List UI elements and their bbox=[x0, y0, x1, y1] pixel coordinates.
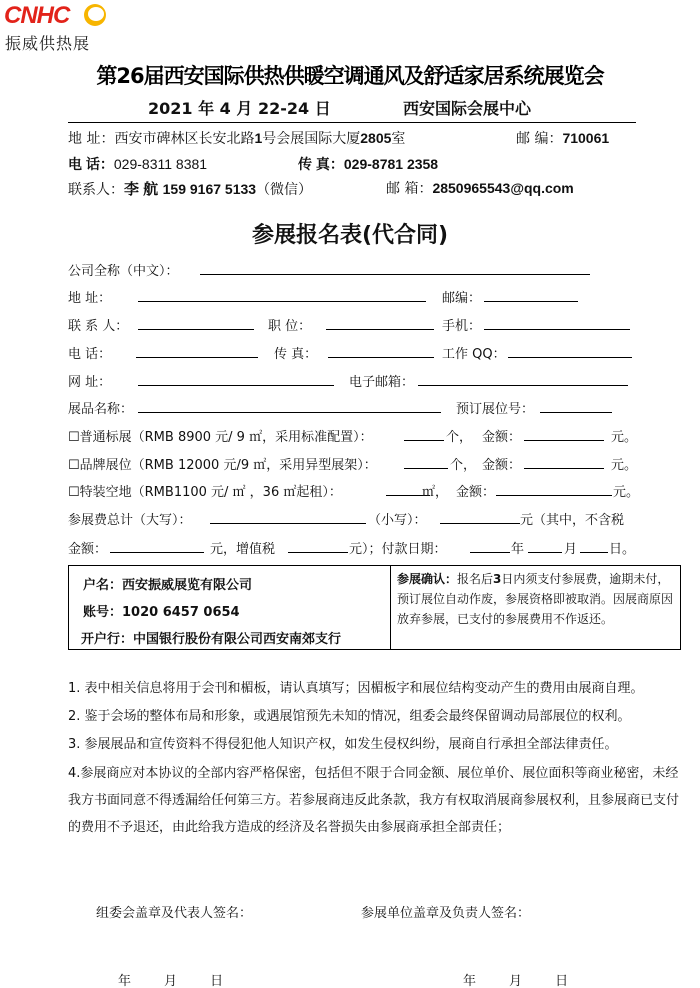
zip-value: 710061 bbox=[562, 130, 610, 146]
amount-label-2: 金额： bbox=[482, 458, 522, 473]
total-lower-field[interactable] bbox=[440, 509, 520, 524]
yuan-3: 元。 bbox=[613, 485, 640, 500]
qq-label: 工作 QQ： bbox=[442, 347, 506, 362]
note-1: 1. 表中相关信息将用于会刊和楣板，请认真填写；因楣板字和展位结构变动产生的费用由展商自理。 bbox=[68, 681, 644, 696]
fax-value: 029-8781 2358 bbox=[343, 156, 439, 172]
email-value: 2850965543@qq.com bbox=[432, 180, 574, 196]
booth-no-label: 预订展位号： bbox=[456, 402, 535, 417]
organizer-date: 年 月 日 bbox=[118, 974, 224, 988]
box-divider bbox=[390, 566, 391, 649]
confirm-text-b: 日内须支付参展费，逾期未付，预订展位自动作废，参展资格即被取消。因展商原因放弃参展，已支付的参展费用不作返还。 bbox=[397, 572, 674, 626]
pay-year-field[interactable] bbox=[470, 538, 510, 553]
contact-address-line bbox=[68, 128, 405, 148]
unit-ge-1: 个， bbox=[446, 430, 473, 445]
mobile-label: 手机： bbox=[442, 319, 482, 334]
account-bank: 开户行：中国银行股份有限公司西安南郊支行 bbox=[81, 632, 342, 647]
contact-field[interactable] bbox=[138, 315, 254, 330]
company-field[interactable] bbox=[200, 260, 590, 275]
confirm-text-a: 报名后 bbox=[457, 572, 494, 586]
email-field[interactable] bbox=[418, 371, 628, 386]
company-label: 公司全称（中文）： bbox=[68, 264, 179, 279]
note-3: 3. 参展展品和宣传资料不得侵犯他人知识产权，如发生侵权纠纷，展商自行承担全部法律责任。 bbox=[68, 737, 618, 752]
unit-ge-2: 个， bbox=[450, 458, 477, 473]
option-standard-row bbox=[68, 426, 668, 446]
option-brand-row bbox=[68, 454, 668, 474]
mobile-field[interactable] bbox=[484, 315, 630, 330]
amount-label-1: 金额： bbox=[482, 430, 522, 445]
standard-count-field[interactable] bbox=[404, 426, 444, 441]
account-name: 户名：西安振威展览有限公司 bbox=[83, 578, 253, 593]
address-room: 2805 bbox=[360, 130, 392, 146]
address-text: 西安市碑林区长安北路 bbox=[114, 131, 255, 147]
option-brand-label[interactable]: ☐品牌展位（RMB 12000 元/9 ㎡，采用异型展架）： bbox=[68, 458, 377, 473]
brand-count-field[interactable] bbox=[404, 454, 448, 469]
exhibition-venue: 西安国际会展中心 bbox=[403, 99, 532, 118]
phone-field[interactable] bbox=[136, 343, 258, 358]
booth-no-field[interactable] bbox=[540, 398, 612, 413]
address-field[interactable] bbox=[138, 287, 426, 302]
position-label: 职 位： bbox=[268, 319, 312, 334]
total-label: 参展费总计（大写）： bbox=[68, 513, 192, 528]
vat-field[interactable] bbox=[288, 538, 348, 553]
pay-date-label: 元）；付款日期： bbox=[349, 542, 447, 557]
option-standard-label[interactable]: ☐普通标展（RMB 8900 元/ 9 ㎡，采用标准配置）： bbox=[68, 430, 373, 445]
confirm-title: 参展确认： bbox=[397, 572, 458, 586]
form-email-label: 电子邮箱： bbox=[349, 375, 415, 390]
pay-day-field[interactable] bbox=[580, 538, 608, 553]
phone-value: 029-8311 8381 bbox=[113, 156, 208, 172]
vat-label: 元，增值税 bbox=[210, 542, 276, 557]
exhibition-title: 第26届西安国际供热供暖空调通风及舒适家居系统展览会 bbox=[96, 64, 604, 88]
exhibits-label: 展品名称： bbox=[68, 402, 134, 417]
company-row bbox=[68, 260, 668, 280]
exhibitor-signature: 参展单位盖章及负责人签名： bbox=[361, 906, 531, 921]
cnhc-logo bbox=[4, 2, 114, 52]
contact-person-line bbox=[68, 178, 312, 199]
zip-label: 邮 编： bbox=[516, 131, 563, 147]
exhibitor-date: 年 月 日 bbox=[463, 974, 569, 988]
form-zip-label: 邮编： bbox=[442, 291, 482, 306]
account-number: 账号：1020 6457 0654 bbox=[83, 605, 240, 620]
contact-row bbox=[68, 315, 668, 335]
yuan-1: 元。 bbox=[611, 430, 638, 445]
person-wechat: （微信） bbox=[256, 182, 313, 198]
total-small-label: （小写）： bbox=[368, 513, 427, 528]
zip-field[interactable] bbox=[484, 287, 578, 302]
position-field[interactable] bbox=[326, 315, 434, 330]
pay-day-label: 日。 bbox=[609, 542, 636, 557]
person-name: 李 航 bbox=[124, 181, 159, 198]
net-amount-field[interactable] bbox=[110, 538, 204, 553]
contact-fax-line bbox=[298, 154, 438, 174]
pay-year-label: 年 bbox=[511, 542, 525, 557]
qq-field[interactable] bbox=[508, 343, 632, 358]
address-row bbox=[68, 287, 668, 307]
note-2: 2. 鉴于会场的整体布局和形象，或遇展馆预先未知的情况，组委会最终保留调动局部展位的权利。 bbox=[68, 709, 631, 724]
amount-label-3: 金额： bbox=[456, 485, 496, 500]
person-label: 联系人： bbox=[68, 182, 124, 198]
net-amount-label: 金额： bbox=[68, 542, 108, 557]
confirm-days: 3 bbox=[493, 572, 502, 586]
brand-amount-field[interactable] bbox=[524, 454, 604, 469]
exhibits-field[interactable] bbox=[138, 398, 441, 413]
website-label: 网 址： bbox=[68, 375, 112, 390]
option-space-label[interactable]: ☐特装空地（RMB1100 元/ ㎡ ，36 ㎡起租）： bbox=[68, 485, 342, 500]
total-upper-field[interactable] bbox=[210, 509, 366, 524]
exhibits-row bbox=[68, 398, 668, 418]
fax-field[interactable] bbox=[328, 343, 434, 358]
form-contact-label: 联 系 人： bbox=[68, 319, 129, 334]
unit-sqm: ㎡， bbox=[422, 485, 449, 500]
pay-month-label: 月 bbox=[564, 542, 578, 557]
standard-amount-field[interactable] bbox=[524, 426, 604, 441]
header-divider bbox=[68, 122, 636, 123]
exhibition-date: 2021 年 4 月 22-24 日 bbox=[148, 99, 331, 118]
website-row bbox=[68, 371, 668, 391]
contact-email-line bbox=[386, 178, 574, 198]
logo-globe-icon bbox=[84, 4, 106, 26]
contact-zip bbox=[516, 128, 609, 148]
contact-phone-line bbox=[68, 154, 207, 174]
tax-row bbox=[68, 538, 668, 558]
phone-label: 电 话： bbox=[68, 156, 114, 172]
form-title: 参展报名表(代合同) bbox=[251, 223, 449, 248]
person-phone: 159 9167 5133 bbox=[162, 181, 257, 197]
confirm-notice bbox=[397, 569, 677, 629]
address-room-suffix: 室 bbox=[391, 131, 406, 147]
form-address-label: 地 址： bbox=[68, 291, 112, 306]
account-box bbox=[68, 565, 681, 650]
note-4: 4.参展商应对本协议的全部内容严格保密，包括但不限于合同金额、展位单价、展位面积等商业秘密，未经我方书面同意不得透漏给任何第三方。若参展商违反此条款，我方有权取消展商参展权利，且参展商已支付的费用不予退还，由此给我方造成的经济及名誉损失由参展商承担全部责任； bbox=[68, 766, 680, 835]
space-amount-field[interactable] bbox=[496, 481, 612, 496]
logo-brand: CNHC bbox=[4, 2, 70, 29]
phone-row bbox=[68, 343, 668, 363]
address-label: 地 址： bbox=[68, 131, 115, 147]
email-label: 邮 箱： bbox=[386, 181, 433, 197]
address-cont: 号会展国际大厦 bbox=[262, 131, 361, 147]
yuan-2: 元。 bbox=[611, 458, 638, 473]
fax-label: 传 真： bbox=[298, 156, 344, 172]
form-fax-label: 传 真： bbox=[274, 347, 318, 362]
option-space-row bbox=[68, 481, 668, 501]
pay-month-field[interactable] bbox=[528, 538, 562, 553]
form-phone-label: 电 话： bbox=[68, 347, 112, 362]
address-number: 1 bbox=[254, 130, 263, 146]
organizer-signature: 组委会盖章及代表人签名： bbox=[96, 906, 253, 921]
total-note: 元（其中，不含税 bbox=[520, 513, 625, 528]
total-row bbox=[68, 509, 668, 529]
logo-subtitle: 振威供热展 bbox=[5, 34, 91, 53]
website-field[interactable] bbox=[138, 371, 334, 386]
